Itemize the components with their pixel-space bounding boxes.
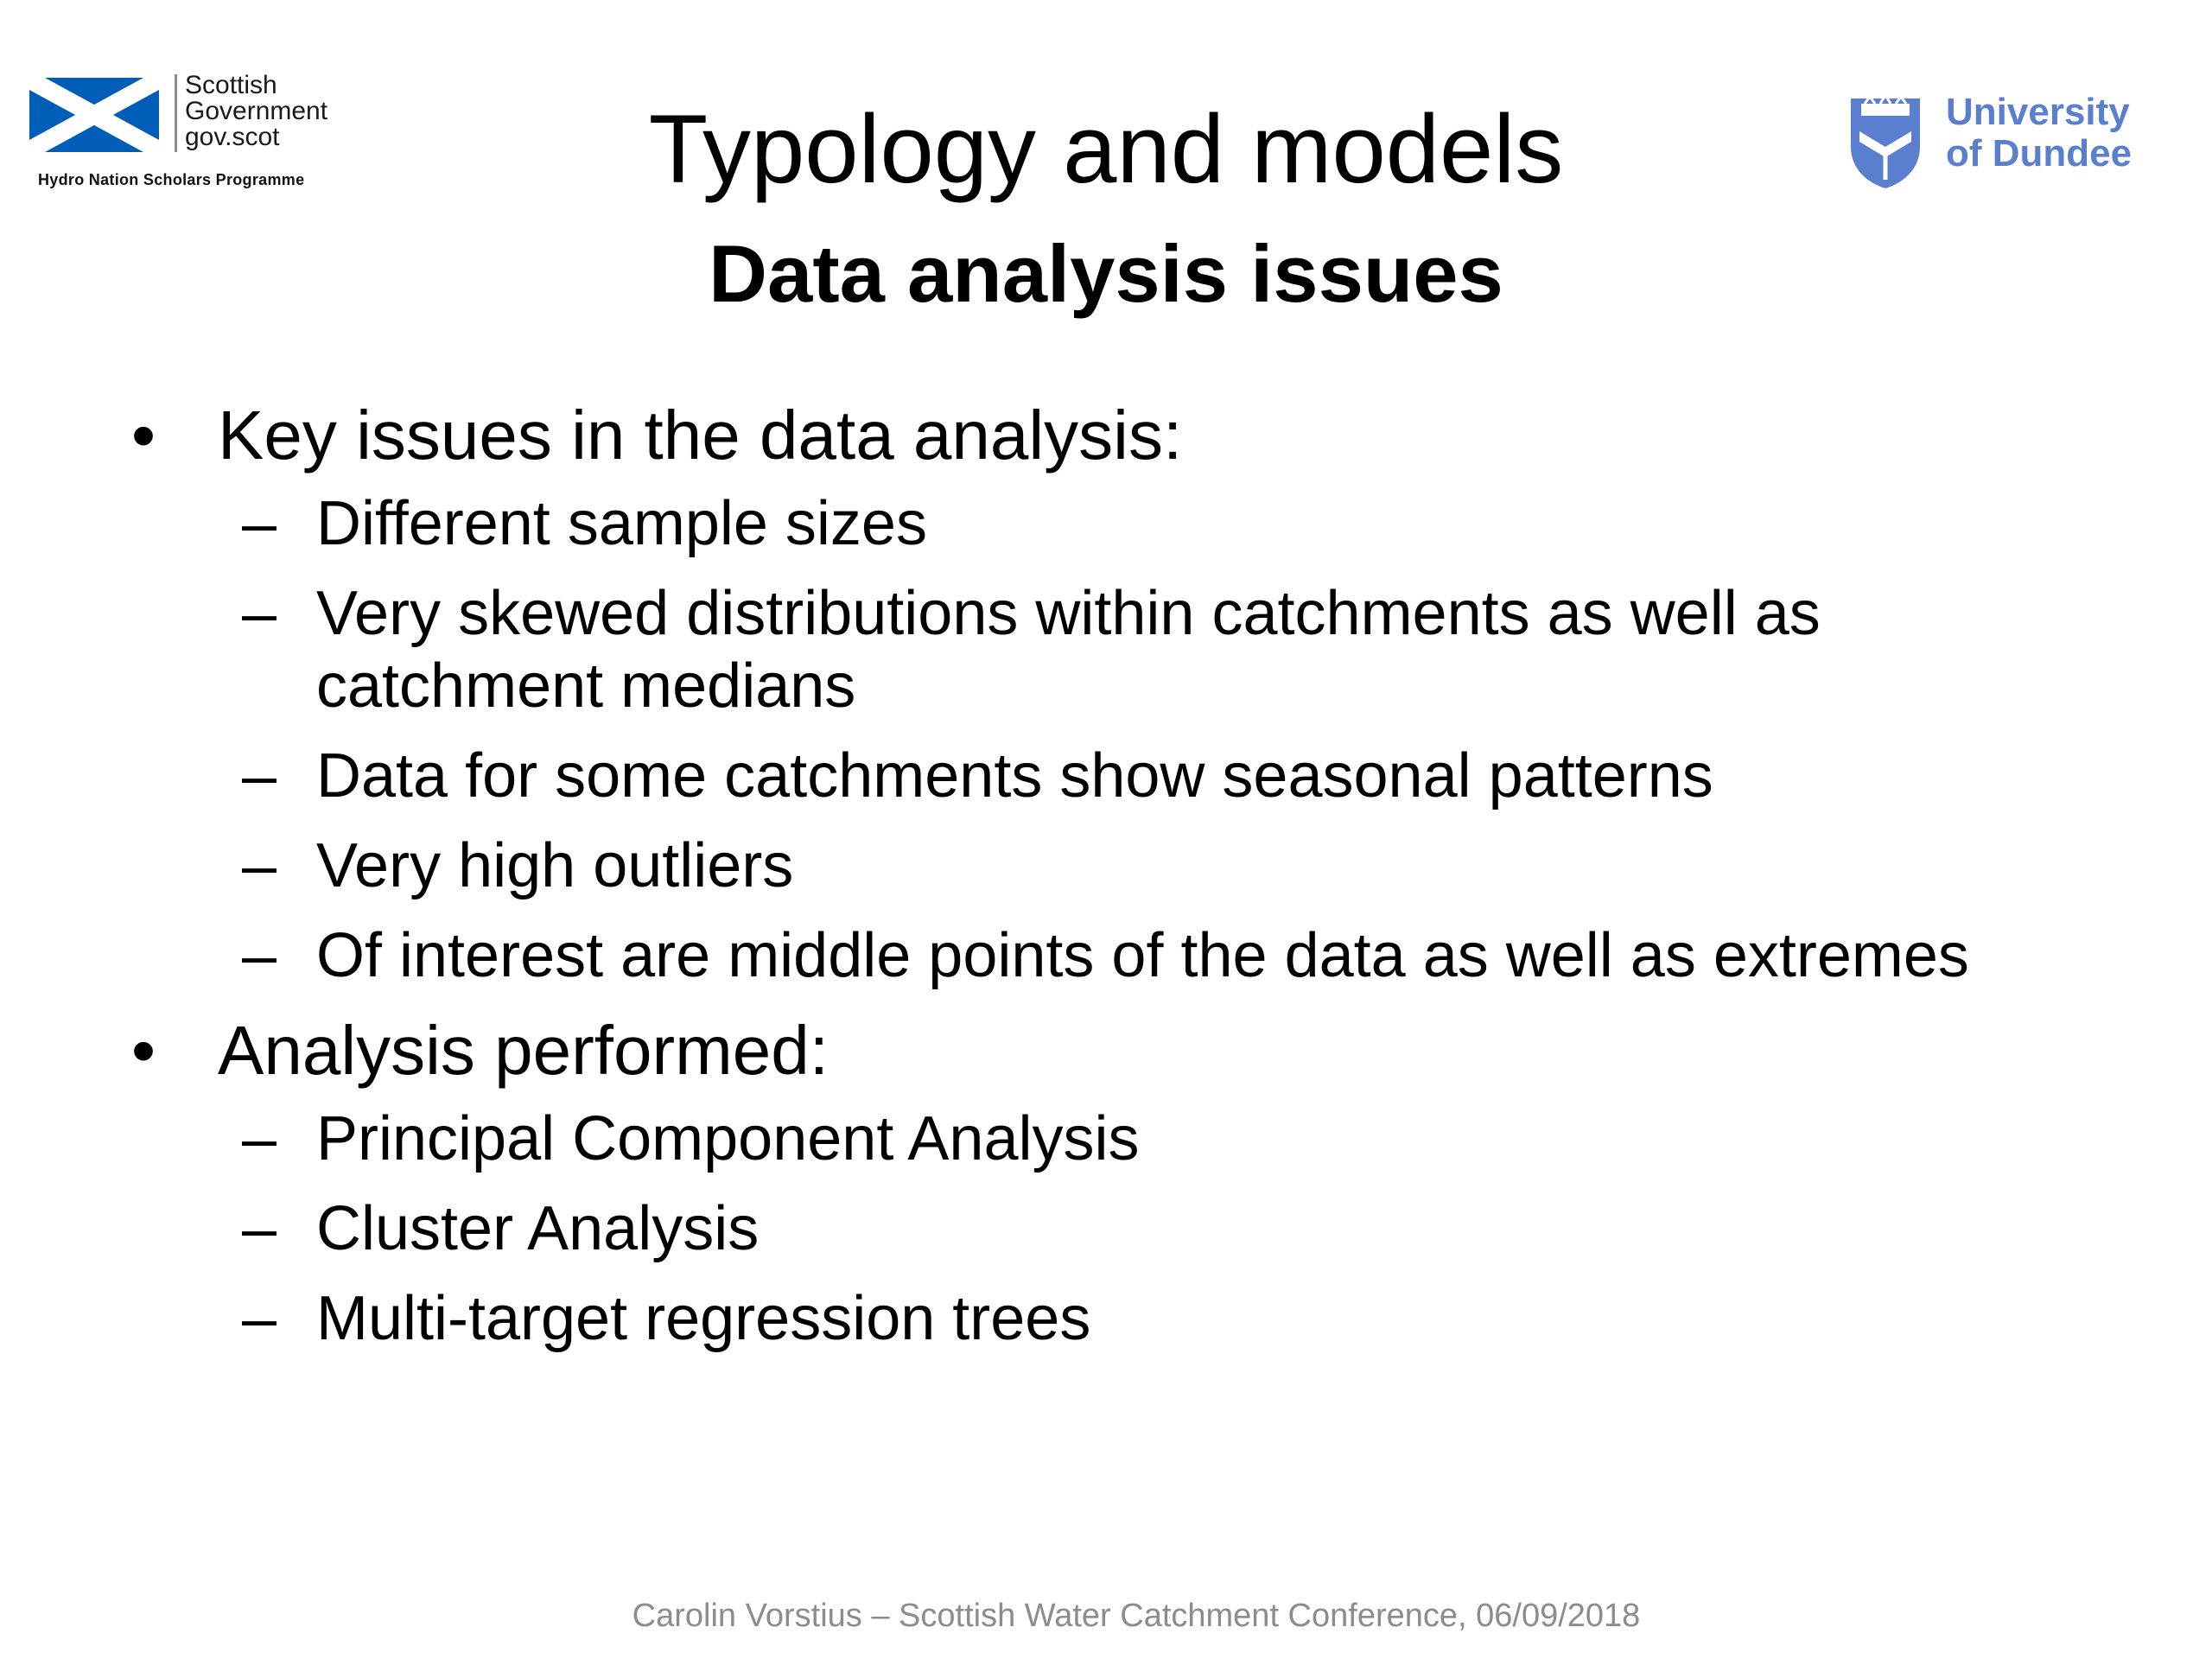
slide-footer: Carolin Vorstius – Scottish Water Catchment Conference, 06/09/2018 (632, 1598, 1641, 1634)
list-item (131, 919, 2119, 992)
list-item (131, 830, 2119, 902)
dash-icon: – (242, 831, 277, 900)
list-item-text: Very skewed distributions within catchments as well as catchment medians (316, 579, 1821, 721)
bullet-list (131, 394, 2119, 1355)
list-item-text: Cluster Analysis (316, 1194, 760, 1263)
list-item-text: Of interest are middle points of the data as well as extremes (316, 921, 1969, 990)
list-item-text: Data for some catchments show seasonal patterns (316, 741, 1713, 810)
dash-icon: – (242, 1104, 277, 1173)
dash-icon: – (242, 921, 277, 990)
logo-line-govscot: gov.scot (185, 123, 280, 151)
dash-icon: – (242, 579, 277, 648)
list-item (131, 740, 2119, 812)
dash-icon: – (242, 1194, 277, 1263)
bullet-icon: • (131, 397, 156, 474)
list-item (131, 577, 2119, 722)
list-item (131, 487, 2119, 560)
dash-icon: – (242, 741, 277, 810)
programme-label: Hydro Nation Scholars Programme (38, 171, 305, 188)
dash-icon: – (242, 1284, 277, 1353)
list-item-text: Principal Component Analysis (316, 1104, 1140, 1173)
section-heading-text: Key issues in the data analysis: (218, 397, 1183, 474)
list-item-text: Different sample sizes (316, 489, 927, 558)
dash-icon: – (242, 489, 277, 558)
slide-subtitle: Data analysis issues (709, 228, 1503, 319)
section-heading-text: Analysis performed: (218, 1012, 829, 1089)
list-item (131, 1282, 2119, 1355)
slide-title: Typology and models (648, 95, 1564, 203)
logo-line-of-dundee: of Dundee (1946, 132, 2133, 175)
logo-line-government: Government (185, 97, 328, 125)
list-item-text: Very high outliers (316, 831, 794, 900)
list-item (131, 1103, 2119, 1175)
logo-line-university: University (1946, 91, 2130, 133)
section-heading-analysis (131, 1009, 2119, 1092)
list-item-text: Multi-target regression trees (316, 1284, 1091, 1353)
section-heading-key-issues (131, 394, 2119, 477)
list-item (131, 1192, 2119, 1265)
logo-line-scottish: Scottish (185, 71, 277, 99)
bullet-icon: • (131, 1012, 156, 1089)
